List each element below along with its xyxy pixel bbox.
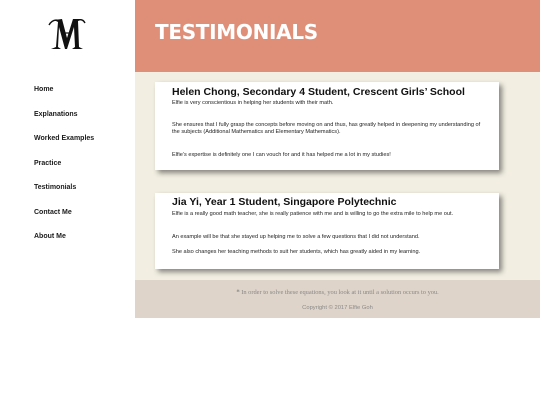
main-nav (34, 85, 94, 257)
testimonial-paragraph: Elfie is very conscientious in helping her students with their math. (172, 100, 334, 106)
testimonial-paragraph: Elfie’s expertise is definitely one I can vouch for and it has helped me a lot in my studies! (172, 152, 391, 158)
nav-item-worked-examples[interactable]: Worked Examples (34, 135, 95, 142)
page-header (135, 0, 540, 72)
nav-item-practice[interactable]: Practice (34, 159, 62, 167)
nav-item-testimonials[interactable]: Testimonials (34, 184, 77, 191)
testimonial-card (155, 82, 499, 170)
testimonial-paragraph: She also changes her teaching methods to suit her students, which has greatly aided in my learning. (172, 249, 421, 255)
nav-item-explanations[interactable]: Explanations (34, 110, 78, 118)
testimonial-paragraph: She ensures that I fully grasp the concepts before moving on and thus, has greatly helped in deepening my understanding of the subjects (Additional Mathematics and Elementary Mathematics). (172, 122, 481, 135)
logo-monogram-icon[interactable] (48, 16, 86, 52)
testimonial-card (155, 193, 499, 269)
copyright-text: Copyright © 2017 Elfie Goh (302, 305, 373, 311)
testimonial-paragraph: An example will be that she stayed up helping me to solve a few questions that I did not understand. (172, 234, 420, 240)
nav-item-contact-me[interactable]: Contact Me (34, 208, 72, 216)
sidebar (0, 0, 135, 405)
nav-item-about-me[interactable]: About Me (34, 233, 66, 240)
nav-item-home[interactable]: Home (34, 86, 54, 93)
testimonials-section (135, 72, 540, 280)
footer-quote: ❝ In order to solve these equations, you look at it until a solution occurs to you. (236, 289, 439, 296)
page-footer (135, 280, 540, 318)
testimonial-paragraph: Elfie is a really good math teacher, she is really patience with me and is willing to go the extra mile to help me out. (172, 211, 454, 217)
testimonial-author: Helen Chong, Secondary 4 Student, Crescent Girls’ School (172, 86, 465, 98)
page-title: TESTIMONIALS (155, 20, 318, 44)
testimonial-author: Jia Yi, Year 1 Student, Singapore Polytechnic (172, 196, 397, 208)
